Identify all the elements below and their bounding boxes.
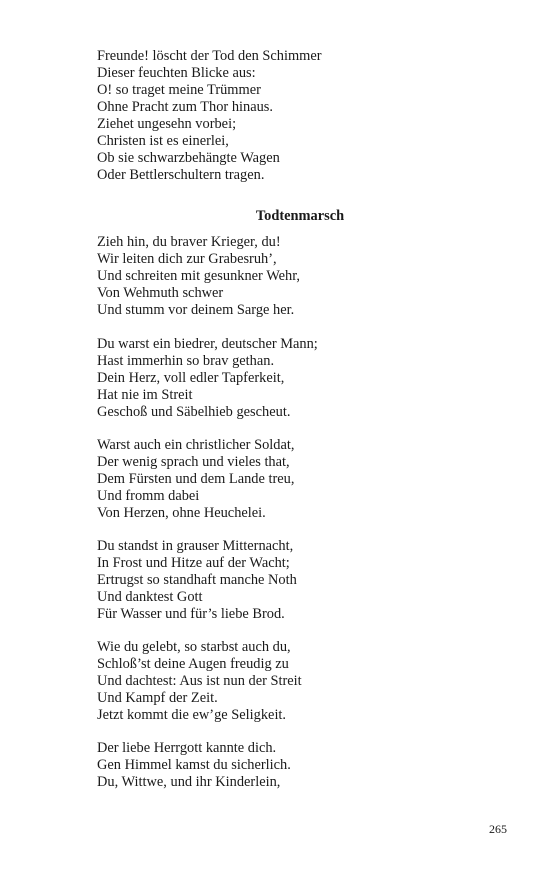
stanza bbox=[97, 740, 497, 791]
verse-line: Dem Fürsten und dem Lande treu, bbox=[97, 471, 295, 487]
verse-line: Und dachtest: Aus ist nun der Streit bbox=[97, 673, 302, 689]
verse-line: Christen ist es einerlei, bbox=[97, 133, 229, 149]
stanza bbox=[97, 437, 497, 522]
verse-line: In Frost und Hitze auf der Wacht; bbox=[97, 555, 290, 571]
verse-line: Geschoß und Säbelhieb gescheut. bbox=[97, 404, 291, 420]
verse-line: Freunde! löscht der Tod den Schimmer bbox=[97, 48, 322, 64]
poem-title: Todtenmarsch bbox=[255, 208, 345, 224]
verse-line: Du, Wittwe, und ihr Kinderlein, bbox=[97, 774, 281, 790]
stanza bbox=[97, 336, 497, 421]
verse-line: Wir leiten dich zur Grabesruh’, bbox=[97, 251, 277, 267]
verse-line: Ziehet ungesehn vorbei; bbox=[97, 116, 237, 132]
verse-line: Dein Herz, voll edler Tapferkeit, bbox=[97, 370, 285, 386]
verse-line: Zieh hin, du braver Krieger, du! bbox=[97, 234, 281, 250]
verse-line: Für Wasser und für’s liebe Brod. bbox=[97, 606, 285, 622]
verse-line: Ertrugst so standhaft manche Noth bbox=[97, 572, 297, 588]
verse-line: Ohne Pracht zum Thor hinaus. bbox=[97, 99, 273, 115]
verse-line: Du standst in grauser Mitternacht, bbox=[97, 538, 294, 554]
verse-line: Ob sie schwarzbehängte Wagen bbox=[97, 150, 280, 166]
verse-line: Und fromm dabei bbox=[97, 488, 200, 504]
verse-line: Und Kampf der Zeit. bbox=[97, 690, 218, 706]
verse-line: Schloß’st deine Augen freudig zu bbox=[97, 656, 289, 672]
verse-line: Der wenig sprach und vieles that, bbox=[97, 454, 290, 470]
verse-line: Hast immerhin so brav gethan. bbox=[97, 353, 275, 369]
verse-line: Und danktest Gott bbox=[97, 589, 203, 605]
stanza bbox=[97, 639, 497, 724]
verse-line: Du warst ein biedrer, deutscher Mann; bbox=[97, 336, 318, 352]
verse-line: Und schreiten mit gesunkner Wehr, bbox=[97, 268, 301, 284]
verse-line: Gen Himmel kamst du sicherlich. bbox=[97, 757, 291, 773]
page-number: 265 bbox=[489, 822, 507, 836]
verse-line: Von Wehmuth schwer bbox=[97, 285, 224, 301]
verse-line: Warst auch ein christlicher Soldat, bbox=[97, 437, 295, 453]
verse-line: Wie du gelebt, so starbst auch du, bbox=[97, 639, 291, 655]
verse-line: Hat nie im Streit bbox=[97, 387, 193, 403]
verse-line: Von Herzen, ohne Heuchelei. bbox=[97, 505, 266, 521]
verse-line: Der liebe Herrgott kannte dich. bbox=[97, 740, 277, 756]
verse-line: Und stumm vor deinem Sarge her. bbox=[97, 302, 295, 318]
stanza bbox=[97, 234, 497, 319]
stanza bbox=[97, 538, 497, 623]
verse-line: Oder Bettlerschultern tragen. bbox=[97, 167, 265, 183]
preceding-stanza bbox=[97, 48, 497, 184]
verse-line: O! so traget meine Trümmer bbox=[97, 82, 261, 98]
verse-line: Jetzt kommt die ew’ge Seligkeit. bbox=[97, 707, 287, 723]
verse-line: Dieser feuchten Blicke aus: bbox=[97, 65, 256, 81]
